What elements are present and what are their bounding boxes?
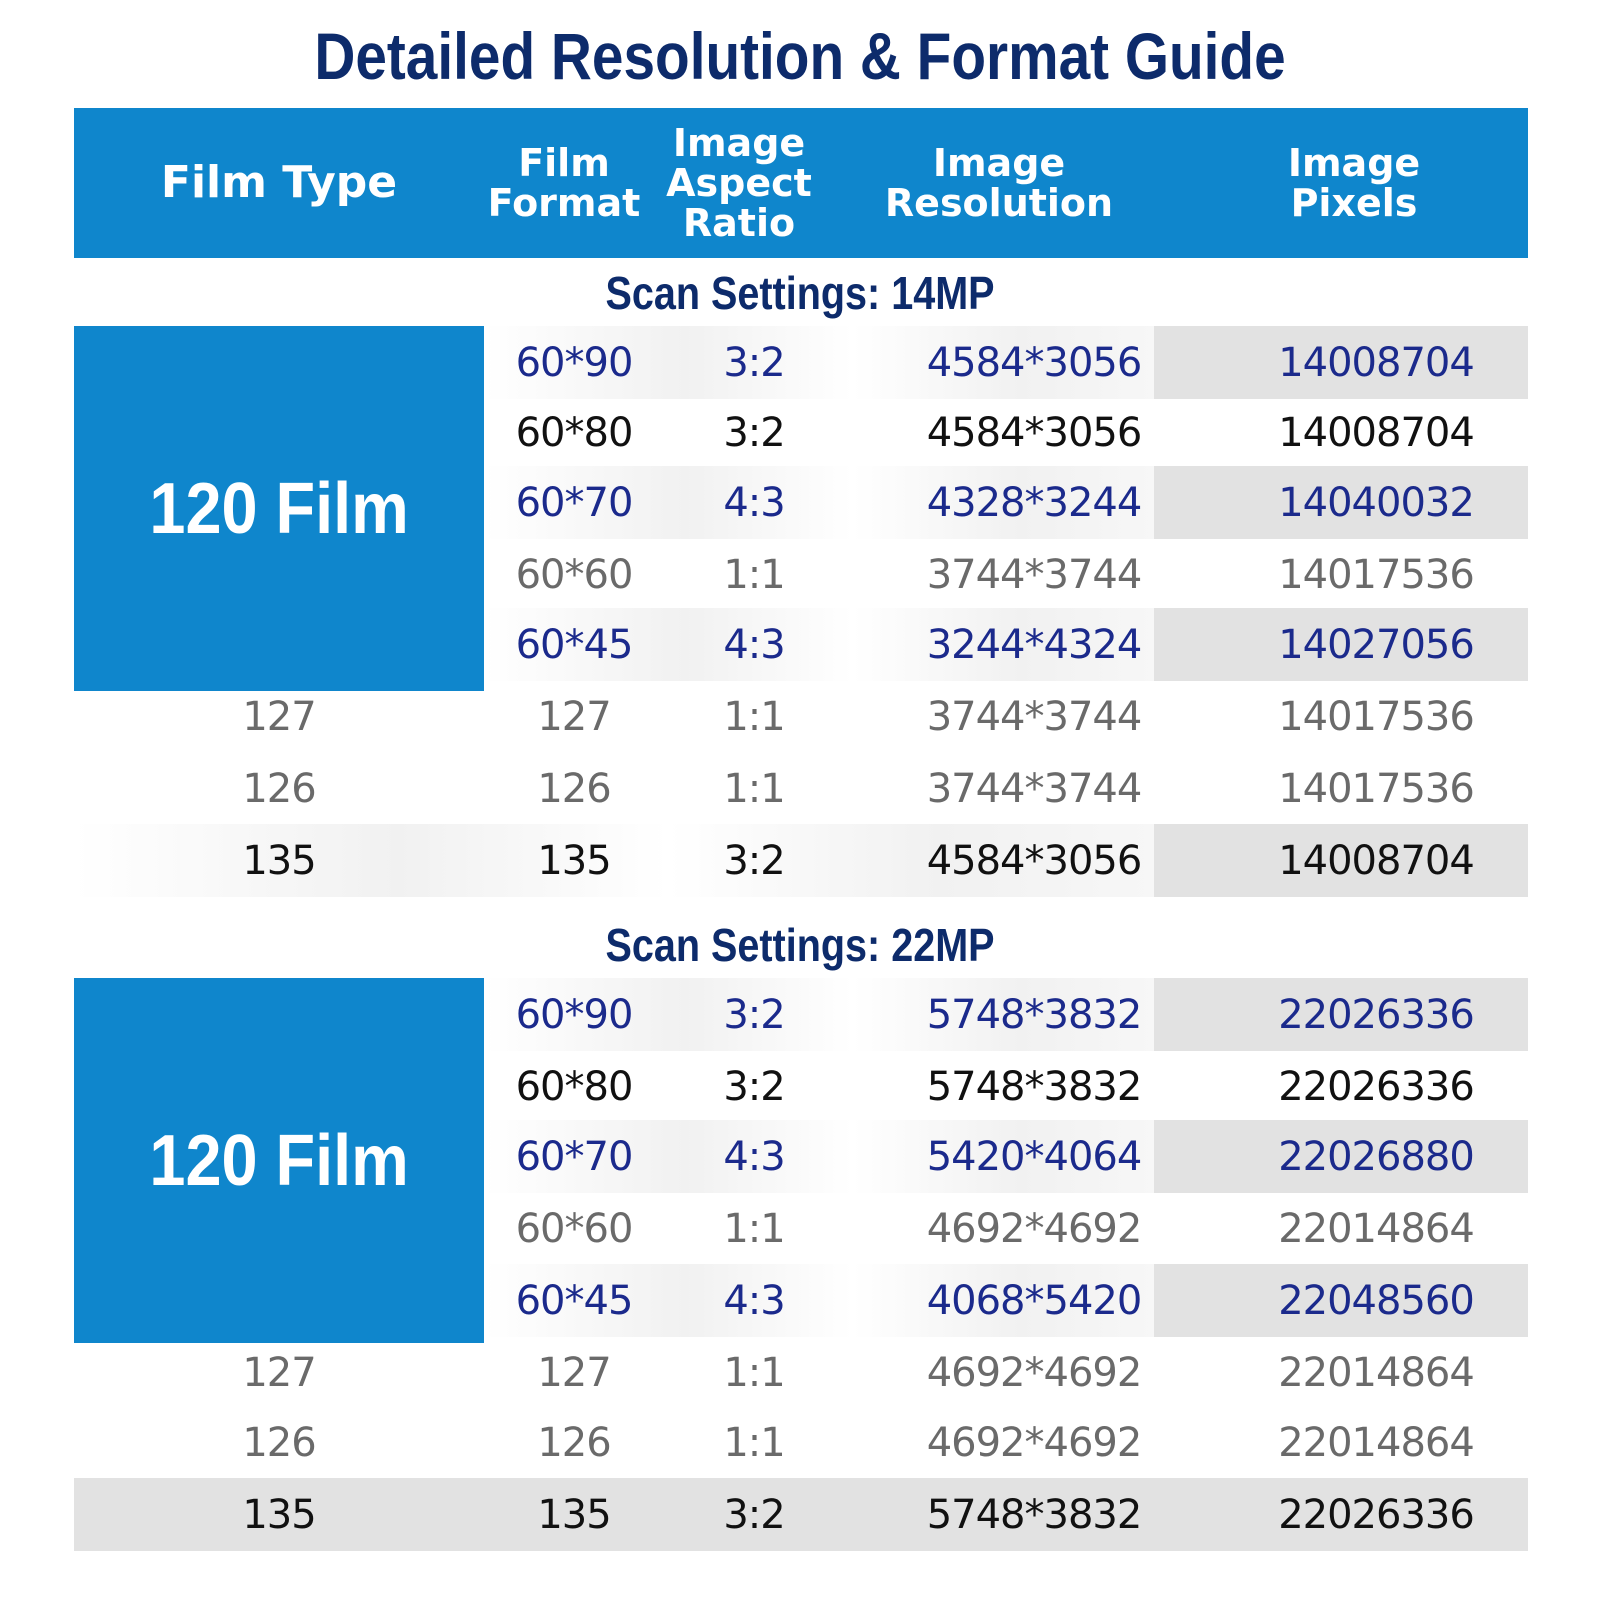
cell-pixels: 14008704 (1278, 339, 1474, 386)
cell-pixels: 14040032 (1278, 479, 1474, 526)
header-pixels: Image Pixels (1287, 141, 1421, 225)
cell-aspect-ratio: 3:2 (723, 339, 785, 386)
cell-resolution: 4328*3244 (926, 479, 1142, 526)
cell-aspect-ratio: 3:2 (723, 991, 785, 1038)
cell-film-type: 135 (242, 1491, 316, 1538)
cell-film-format: 60*45 (515, 1277, 633, 1324)
cell-resolution: 3744*3744 (926, 693, 1142, 740)
cell-film-format: 135 (537, 1491, 611, 1538)
cell-resolution: 4584*3056 (926, 339, 1142, 386)
cell-aspect-ratio: 1:1 (723, 551, 785, 598)
cell-film-format: 60*80 (515, 409, 633, 456)
section-title-14mp: Scan Settings: 14MP (605, 267, 995, 319)
cell-resolution: 4692*4692 (926, 1419, 1142, 1466)
cell-aspect-ratio: 3:2 (723, 409, 785, 456)
cell-pixels: 22048560 (1278, 1277, 1474, 1324)
cell-aspect-ratio: 3:2 (723, 837, 785, 884)
cell-film-format: 60*80 (515, 1063, 633, 1110)
cell-resolution: 3244*4324 (926, 621, 1142, 668)
table-row (74, 1478, 1528, 1551)
cell-film-type: 126 (242, 765, 316, 812)
cell-aspect-ratio: 4:3 (723, 621, 785, 668)
cell-film-format: 60*60 (515, 1205, 633, 1252)
cell-pixels: 14017536 (1278, 765, 1474, 812)
cell-resolution: 3744*3744 (926, 551, 1142, 598)
cell-pixels: 14008704 (1278, 409, 1474, 456)
cell-resolution: 5748*3832 (926, 1491, 1142, 1538)
cell-pixels: 22026336 (1278, 1063, 1474, 1110)
cell-resolution: 5748*3832 (926, 991, 1142, 1038)
table-header (74, 108, 1528, 258)
cell-resolution: 4692*4692 (926, 1205, 1142, 1252)
cell-aspect-ratio: 4:3 (723, 479, 785, 526)
cell-pixels: 22014864 (1278, 1205, 1474, 1252)
film-group-label-text: 120 Film (149, 1120, 409, 1201)
cell-aspect-ratio: 1:1 (723, 693, 785, 740)
cell-film-type: 127 (242, 1349, 316, 1396)
cell-aspect-ratio: 1:1 (723, 1419, 785, 1466)
cell-film-type: 126 (242, 1419, 316, 1466)
cell-resolution: 4584*3056 (926, 409, 1142, 456)
table-row (74, 752, 1528, 825)
header-aspect-ratio: Image Aspect Ratio (666, 121, 812, 245)
header-film-type: Film Type (160, 157, 398, 208)
cell-film-type: 127 (242, 693, 316, 740)
cell-film-format: 135 (537, 837, 611, 884)
cell-pixels: 22014864 (1278, 1419, 1474, 1466)
table-row (74, 1336, 1528, 1409)
film-group-label (74, 978, 484, 1343)
page-title: Detailed Resolution & Format Guide (314, 19, 1286, 93)
cell-resolution: 4692*4692 (926, 1349, 1142, 1396)
film-group-label (74, 326, 484, 691)
film-group-label-text: 120 Film (149, 468, 409, 549)
cell-film-format: 60*60 (515, 551, 633, 598)
cell-film-format: 60*90 (515, 339, 633, 386)
cell-aspect-ratio: 3:2 (723, 1491, 785, 1538)
header-resolution: Image Resolution (884, 141, 1114, 225)
cell-aspect-ratio: 4:3 (723, 1277, 785, 1324)
cell-aspect-ratio: 3:2 (723, 1063, 785, 1110)
cell-film-format: 60*45 (515, 621, 633, 668)
cell-film-format: 127 (537, 693, 611, 740)
header-film-format: Film Format (487, 141, 641, 225)
cell-pixels: 14027056 (1278, 621, 1474, 668)
cell-resolution: 4584*3056 (926, 837, 1142, 884)
cell-film-format: 126 (537, 1419, 611, 1466)
cell-film-format: 126 (537, 765, 611, 812)
cell-resolution: 5420*4064 (926, 1133, 1142, 1180)
cell-aspect-ratio: 1:1 (723, 1205, 785, 1252)
cell-pixels: 22026880 (1278, 1133, 1474, 1180)
cell-film-format: 60*90 (515, 991, 633, 1038)
cell-pixels: 14017536 (1278, 551, 1474, 598)
table-row (74, 1406, 1528, 1479)
cell-film-format: 60*70 (515, 1133, 633, 1180)
cell-pixels: 14008704 (1278, 837, 1474, 884)
table-row (74, 824, 1528, 897)
cell-aspect-ratio: 1:1 (723, 765, 785, 812)
cell-film-format: 60*70 (515, 479, 633, 526)
cell-pixels: 22026336 (1278, 1491, 1474, 1538)
cell-film-format: 127 (537, 1349, 611, 1396)
cell-film-type: 135 (242, 837, 316, 884)
cell-aspect-ratio: 1:1 (723, 1349, 785, 1396)
cell-pixels: 22014864 (1278, 1349, 1474, 1396)
cell-aspect-ratio: 4:3 (723, 1133, 785, 1180)
cell-pixels: 22026336 (1278, 991, 1474, 1038)
cell-resolution: 3744*3744 (926, 765, 1142, 812)
cell-pixels: 14017536 (1278, 693, 1474, 740)
cell-resolution: 5748*3832 (926, 1063, 1142, 1110)
cell-resolution: 4068*5420 (926, 1277, 1142, 1324)
section-title-22mp: Scan Settings: 22MP (605, 919, 995, 971)
